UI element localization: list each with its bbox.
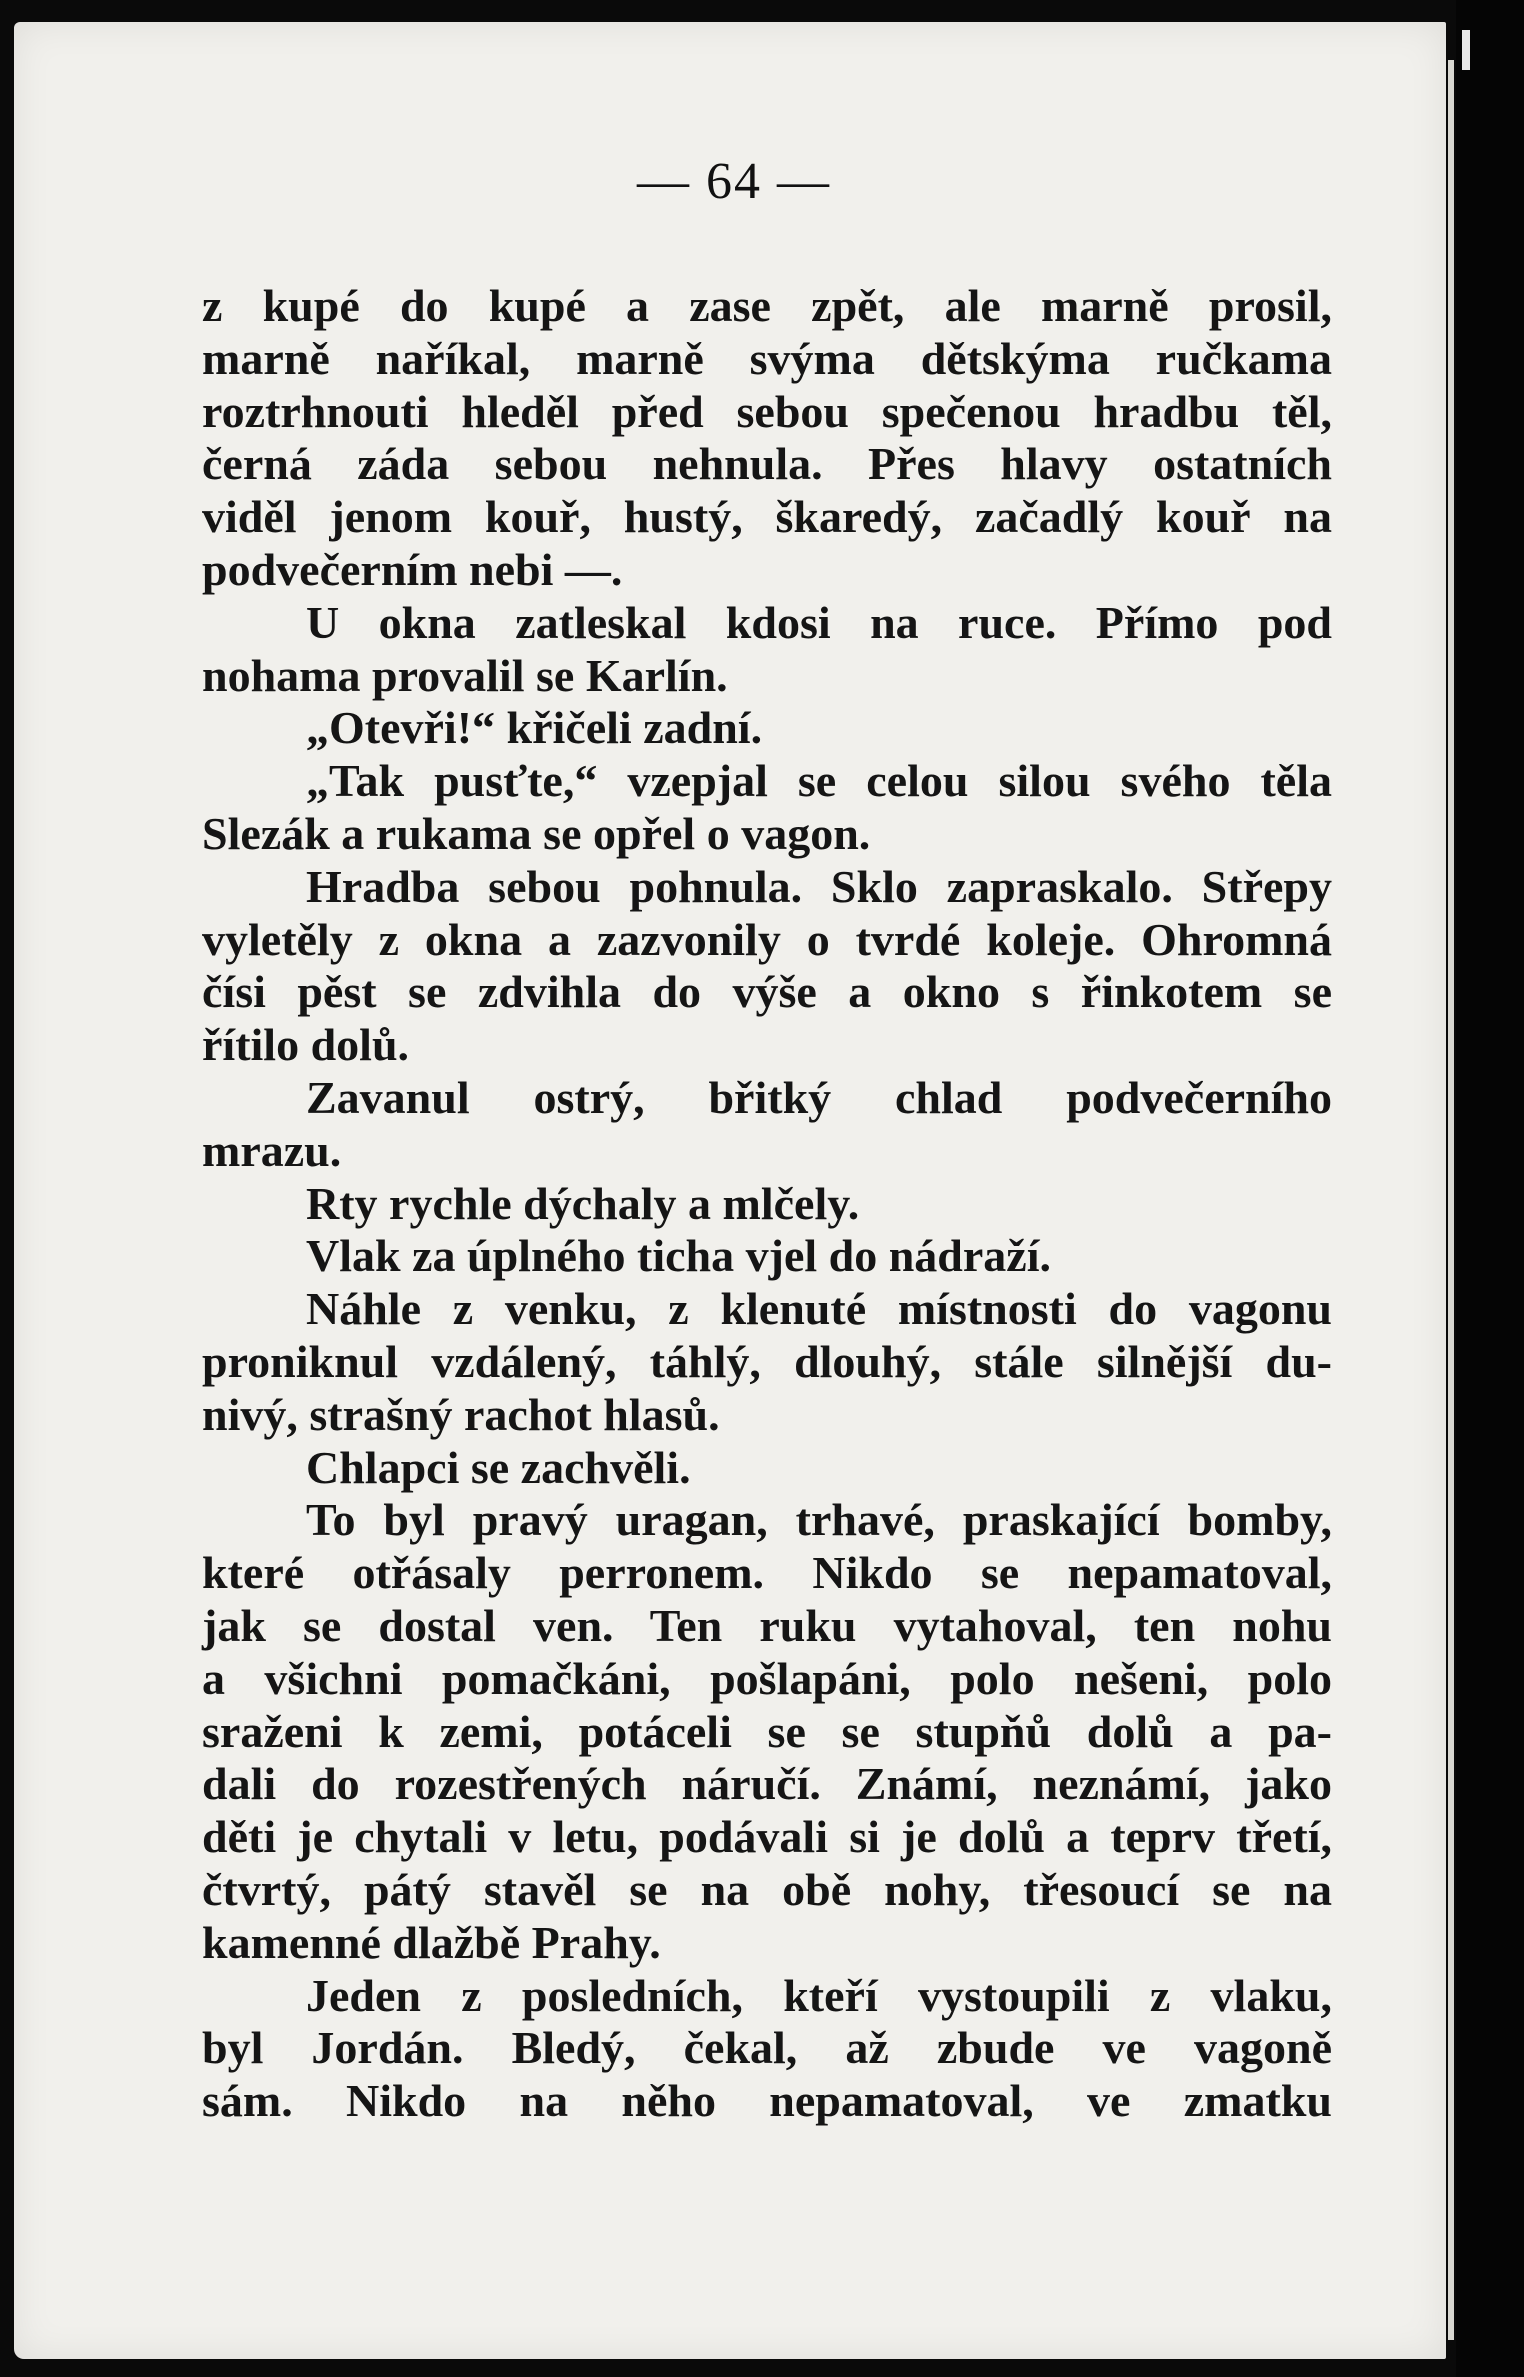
text-line: z kupé do kupé a zase zpět, ale marně prosil, [202,280,1332,331]
text-line: byl Jordán. Bledý, čekal, až zbude ve vagoně [202,2022,1332,2074]
text-line: čtvrtý, pátý stavěl se na obě nohy, třesoucí se na [202,1863,1332,1915]
text-line: čísi pěst se zdvihla do výše a okno s řinkotem se [202,966,1332,1018]
text-line: kamenné dlažbě Prahy. [202,1916,661,1968]
text-line: sraženi k zemi, potáceli se se stupňů dolů a pa- [202,1705,1332,1757]
text-line: proniknul vzdálený, táhlý, dlouhý, stále silnější du- [202,1335,1332,1387]
text-line: marně naříkal, marně svýma dětskýma ručkama [202,332,1332,384]
text-line: vyletěly z okna a zazvonily o tvrdé koleje. Ohromná [202,913,1332,965]
text-line: nohama provalil se Karlín. [202,649,728,701]
text-line: Zavanul ostrý, břitký chlad podvečerního [306,1071,1332,1123]
text-line: dali do rozestřených náručí. Známí, neznámí, jako [202,1758,1332,1810]
text-line: nivý, strašný rachot hlasů. [202,1388,720,1440]
text-line: U okna zatleskal kdosi na ruce. Přímo pod [306,596,1332,648]
spine-mark [1462,30,1470,70]
text-line: a všichni pomačkáni, pošlapáni, polo nešeni, polo [202,1652,1332,1704]
text-line: Rty rychle dýchaly a mlčely. [306,1177,860,1229]
text-line: děti je chytali v letu, podávali si je dolů a teprv třetí, [202,1811,1332,1863]
text-line: Chlapci se zachvěli. [306,1441,691,1493]
text-line: mrazu. [202,1124,342,1176]
text-line: Jeden z posledních, kteří vystoupili z vlaku, [306,1969,1332,2021]
body-text [202,280,1332,2128]
text-line: Slezák a rukama se opřel o vagon. [202,807,871,859]
text-line: „Otevři!“ křičeli zadní. [306,702,763,754]
text-line: Náhle z venku, z klenuté místnosti do vagonu [306,1283,1332,1335]
text-line: řítilo dolů. [202,1019,410,1071]
book-spine [1456,0,1524,2377]
text-line: podvečerním nebi —. [202,543,623,595]
text-line: roztrhnouti hleděl před sebou spečenou hradbu těl, [202,385,1332,437]
page-number: — 64 — [637,153,831,210]
text-line: které otřásaly perronem. Nikdo se nepamatoval, [202,1547,1332,1599]
text-line: Vlak za úplného ticha vjel do nádraží. [306,1230,1052,1282]
text-line: „Tak pusťte,“ vzepjal se celou silou svého těla [306,755,1332,807]
text-line: Hradba sebou pohnula. Sklo zapraskalo. Střepy [306,860,1332,912]
page-gutter [1448,60,1454,2340]
text-line: černá záda sebou nehnula. Přes hlavy ostatních [202,438,1332,490]
text-line: viděl jenom kouř, hustý, škaredý, začadlý kouř na [202,491,1332,543]
text-line: jak se dostal ven. Ten ruku vytahoval, ten nohu [202,1599,1332,1651]
text-line: sám. Nikdo na něho nepamatoval, ve zmatku [202,2075,1332,2127]
text-line: To byl pravý uragan, trhavé, praskající bomby, [306,1494,1332,1546]
